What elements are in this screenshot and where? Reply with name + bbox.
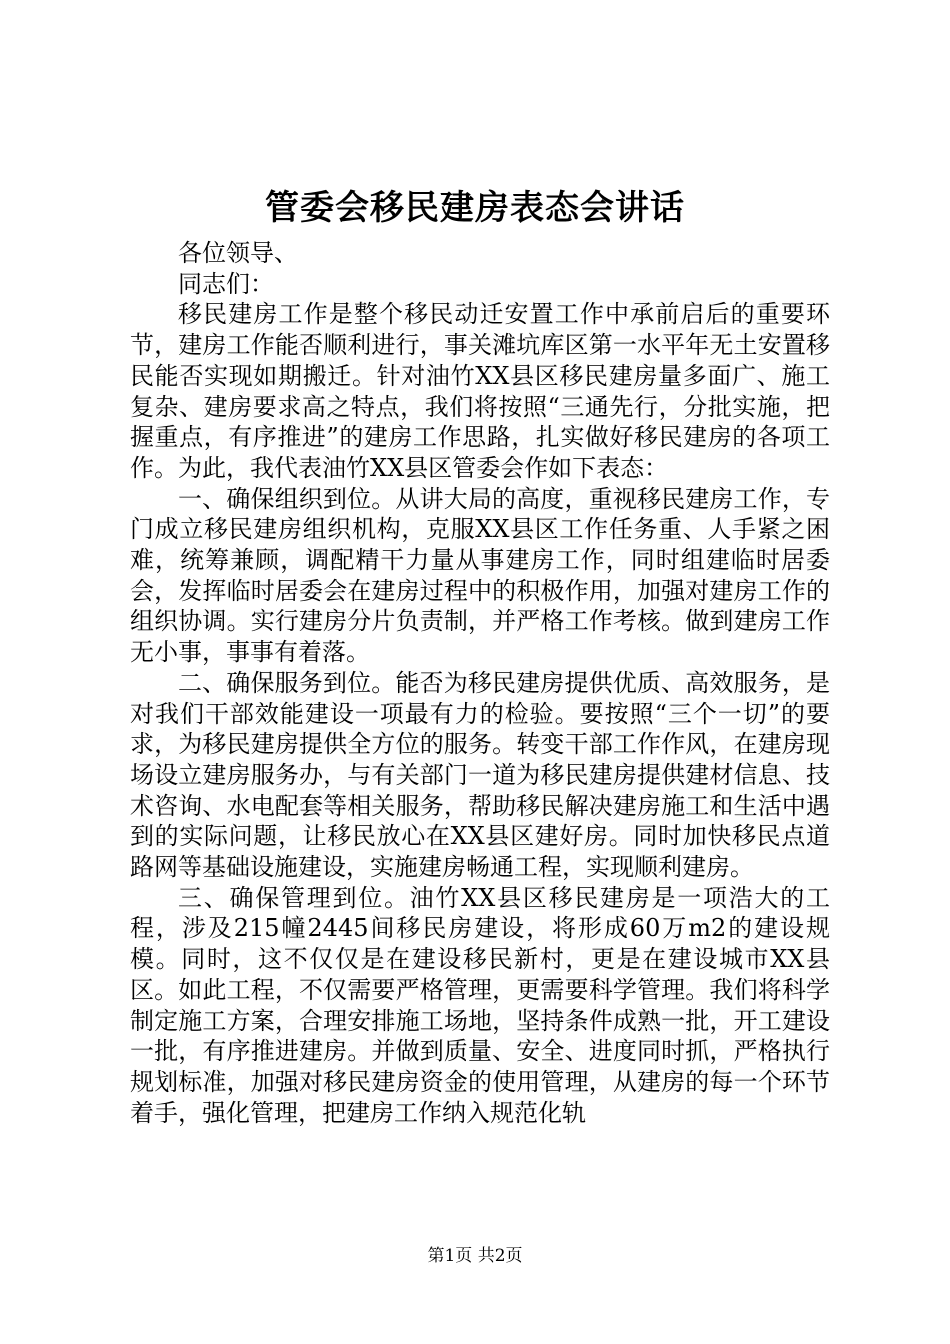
salutation-line: 各位领导、	[178, 239, 298, 267]
paragraph-organization: 一、确保组织到位。从讲大局的高度，重视移民建房工作，专门成立移民建房组织机构，克服XX县区工作任务重、人手紧之困难，统筹兼顾，调配精干力量从事建房工作，同时组建临时居委会，发挥临时居委会在建房过程中的积极作用，加强对建房工作的组织协调。实行建房分片负责制，并严格工作考核。做到建房工作无小事，事事有着落。	[130, 484, 830, 667]
document-title: 管委会移民建房表态会讲话	[265, 188, 685, 228]
paragraph-service: 二、确保服务到位。能否为移民建房提供优质、高效服务，是对我们干部效能建设一项最有力的检验。要按照“三个一切”的要求，为移民建房提供全方位的服务。转变干部工作作风，在建房现场设立建房服务办，与有关部门一道为移民建房提供建材信息、技术咨询、水电配套等相关服务，帮助移民解决建房施工和生活中遇到的实际问题，让移民放心在XX县区建好房。同时加快移民点道路网等基础设施建设，实施建房畅通工程，实现顺利建房。	[130, 668, 830, 882]
paragraph-management: 三、确保管理到位。油竹XX县区移民建房是一项浩大的工程，涉及215幢2445间移民房建设，将形成60万m2的建设规模。同时，这不仅仅是在建设移民新村，更是在建设城市XX县区。如此工程，不仅需要严格管理，更需要科学管理。我们将科学制定施工方案，合理安排施工场地，坚持条件成熟一批，开工建设一批，有序推进建房。并做到质量、安全、进度同时抓，严格执行规划标准，加强对移民建房资金的使用管理，从建房的每一个环节着手，强化管理，把建房工作纳入规范化轨	[130, 883, 830, 1127]
paragraph-intro: 移民建房工作是整个移民动迁安置工作中承前启后的重要环节，建房工作能否顺利进行，事关滩坑库区第一水平年无土安置移民能否实现如期搬迁。针对油竹XX县区移民建房量多面广、施工复杂、建房要求高之特点，我们将按照“三通先行，分批实施，把握重点，有序推进”的建房工作思路，扎实做好移民建房的各项工作。为此，我代表油竹XX县区管委会作如下表态：	[130, 300, 830, 482]
page-footer: 第1页 共2页	[427, 1246, 523, 1266]
document-body	[130, 238, 830, 1128]
salutation-line: 同志们：	[178, 269, 274, 298]
